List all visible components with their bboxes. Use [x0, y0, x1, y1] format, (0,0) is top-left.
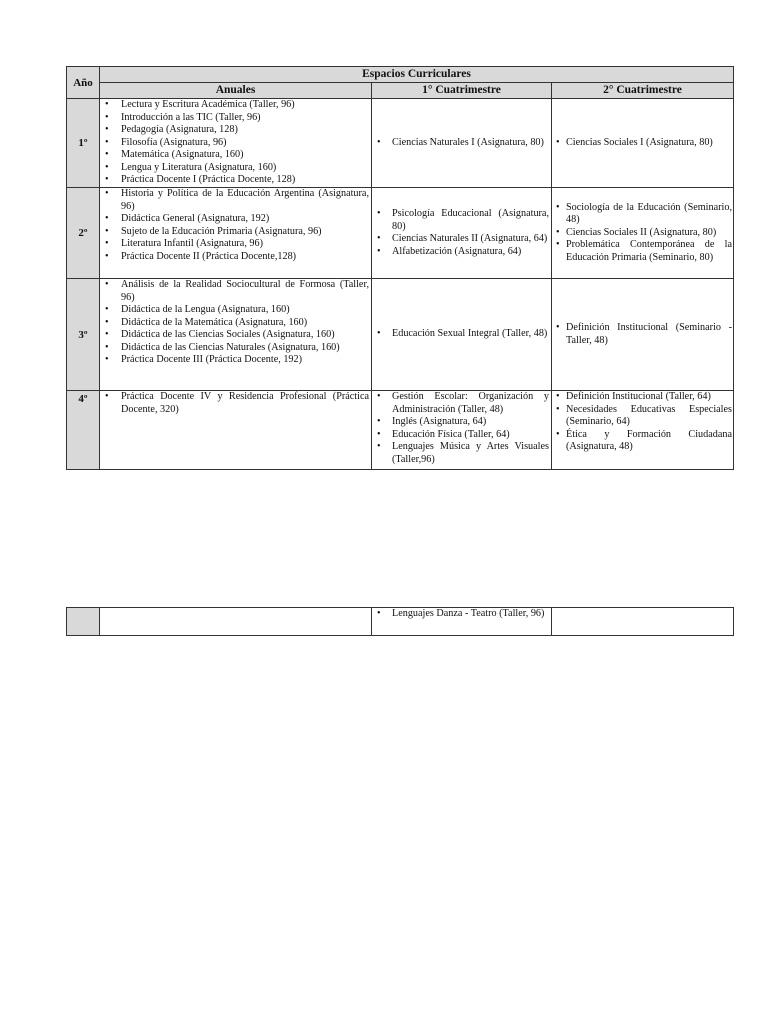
list-item: • Matemática (Asignatura, 160) [100, 149, 371, 162]
cuat2-cell [552, 391, 734, 470]
table-row [67, 188, 734, 279]
list-item: • Didáctica de la Lengua (Asignatura, 160) [100, 304, 371, 317]
list-item: • Didáctica de la Matemática (Asignatura, 160) [100, 317, 371, 330]
list-item: • Lectura y Escritura Académica (Taller, 96) [100, 99, 371, 112]
list-item: • Pedagogía (Asignatura, 128) [100, 124, 371, 137]
cuat2-cell [552, 99, 734, 188]
list-item: • Introducción a las TIC (Taller, 96) [100, 112, 371, 125]
list-item: • Didáctica de las Ciencias Sociales (Asignatura, 160) [100, 329, 371, 342]
cuat1-cell [372, 608, 552, 636]
continuation-table [66, 607, 734, 636]
list-item: • Alfabetización (Asignatura, 64) [372, 246, 551, 259]
cuat1-cell [372, 279, 552, 391]
list-item: • Práctica Docente III (Práctica Docente, 192) [100, 354, 371, 367]
anuales-cell [100, 188, 372, 279]
list-item: • Análisis de la Realidad Sociocultural de Formosa (Taller, 96) [100, 279, 371, 304]
cuat2-cell [552, 188, 734, 279]
list-item: • Sujeto de la Educación Primaria (Asignatura, 96) [100, 226, 371, 239]
table-row [67, 608, 734, 636]
anuales-cell [100, 391, 372, 470]
cuat1-cell [372, 188, 552, 279]
list-item: • Sociología de la Educación (Seminario, 48) [552, 202, 733, 227]
list-item: • Didáctica General (Asignatura, 192) [100, 213, 371, 226]
anuales-cell [100, 279, 372, 391]
list-item: • Problemática Contemporánea de la Educación Primaria (Seminario, 80) [552, 239, 733, 264]
list-item: • Definición Institucional (Taller, 64) [552, 391, 733, 404]
list-item: • Lengua y Literatura (Asignatura, 160) [100, 162, 371, 175]
col-header-cuat2: 2° Cuatrimestre [552, 83, 734, 99]
col-header-cuat1: 1° Cuatrimestre [372, 83, 552, 99]
curriculum-table [66, 66, 734, 470]
list-item: • Lenguajes Danza - Teatro (Taller, 96) [372, 608, 551, 621]
year-cell: 4º [67, 391, 100, 470]
cuat1-cell [372, 391, 552, 470]
list-item: • Ciencias Naturales II (Asignatura, 64) [372, 233, 551, 246]
list-item: • Educación Sexual Integral (Taller, 48) [372, 328, 551, 341]
anuales-cell [100, 99, 372, 188]
list-item: • Práctica Docente I (Práctica Docente, 128) [100, 174, 371, 187]
list-item: • Gestión Escolar: Organización y Administración (Taller, 48) [372, 391, 551, 416]
list-item: • Psicología Educacional (Asignatura, 80) [372, 208, 551, 233]
group-header: Espacios Curriculares [100, 67, 734, 83]
table-row [67, 99, 734, 188]
list-item: • Ética y Formación Ciudadana (Asignatura, 48) [552, 429, 733, 454]
list-item: • Didáctica de las Ciencias Naturales (Asignatura, 160) [100, 342, 371, 355]
cuat2-cell [552, 279, 734, 391]
list-item: • Filosofía (Asignatura, 96) [100, 137, 371, 150]
year-cell: 2º [67, 188, 100, 279]
list-item: • Educación Física (Taller, 64) [372, 429, 551, 442]
list-item: • Definición Institucional (Seminario - Taller, 48) [552, 322, 733, 347]
year-cell: 3º [67, 279, 100, 391]
cuat2-cell [552, 608, 734, 636]
list-item: • Ciencias Naturales I (Asignatura, 80) [372, 137, 551, 150]
list-item: • Lenguajes Música y Artes Visuales (Taller,96) [372, 441, 551, 466]
list-item: • Práctica Docente II (Práctica Docente,128) [100, 251, 371, 264]
year-cell [67, 608, 100, 636]
anuales-cell [100, 608, 372, 636]
table-row [67, 279, 734, 391]
year-cell: 1º [67, 99, 100, 188]
table-row [67, 391, 734, 470]
list-item: • Historia y Política de la Educación Argentina (Asignatura, 96) [100, 188, 371, 213]
year-header: Año [67, 67, 100, 99]
col-header-anuales: Anuales [100, 83, 372, 99]
list-item: • Inglés (Asignatura, 64) [372, 416, 551, 429]
list-item: • Necesidades Educativas Especiales (Seminario, 64) [552, 404, 733, 429]
list-item: • Ciencias Sociales II (Asignatura, 80) [552, 227, 733, 240]
list-item: • Literatura Infantil (Asignatura, 96) [100, 238, 371, 251]
cuat1-cell [372, 99, 552, 188]
list-item: • Práctica Docente IV y Residencia Profesional (Práctica Docente, 320) [100, 391, 371, 416]
list-item: • Ciencias Sociales I (Asignatura, 80) [552, 137, 733, 150]
